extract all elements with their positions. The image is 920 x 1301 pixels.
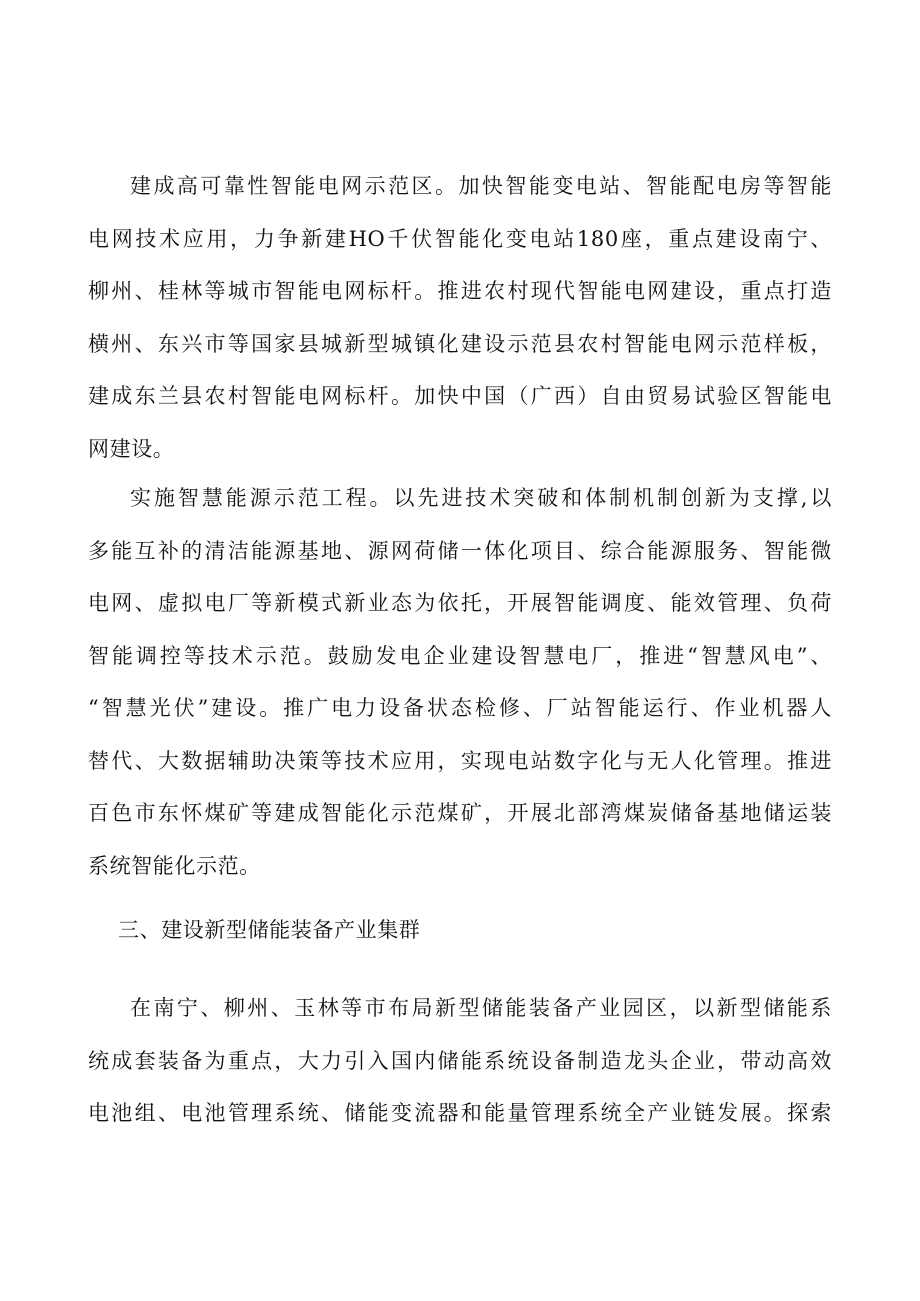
paragraph-line: 网建设。 (88, 436, 175, 461)
paragraph-line: 智能调控等技术示范。鼓励发电企业建设智慧电厂，推进“智慧风电”、 (88, 643, 832, 668)
paragraph-storage-cluster (88, 982, 832, 1140)
paragraph-line: 百色市东怀煤矿等建成智能化示范煤矿，开展北部湾煤炭储备基地储运装 (88, 801, 832, 825)
paragraph-line: 统成套装备为重点，大力引入国内储能系统设备制造龙头企业，带动高效 (88, 1048, 832, 1073)
paragraph-line: 电池组、电池管理系统、储能变流器和能量管理系统全产业链发展。探索 (88, 1101, 832, 1125)
paragraph-line: 电网技术应用，力争新建HO千伏智能化变电站180座，重点建设南宁、 (88, 226, 832, 251)
paragraph-line: 系统智能化示范。 (88, 853, 261, 878)
paragraph-line: 柳州、桂林等城市智能电网标杆。推进农村现代智能电网建设，重点打造 (88, 279, 832, 303)
paragraph-line: 多能互补的清洁能源基地、源网荷储一体化项目、综合能源服务、智能微 (88, 538, 832, 563)
paragraph-line: 建成东兰县农村智能电网标杆。加快中国（广西）自由贸易试验区智能电 (88, 384, 832, 408)
paragraph-smart-grid (88, 160, 832, 475)
paragraph-line: 横州、东兴市等国家县城新型城镇化建设示范县农村智能电网示范样板， (88, 331, 832, 356)
paragraph-line: 电网、虚拟电厂等新模式新业态为依托，开展智能调度、能效管理、负荷 (88, 591, 832, 615)
paragraph-line: 在南宁、柳州、玉林等市布局新型储能装备产业园区，以新型储能系 (130, 996, 832, 1020)
paragraph-line: “智慧光伏”建设。推广电力设备状态检修、厂站智能运行、作业机器人 (88, 696, 832, 720)
paragraph-smart-energy (88, 472, 832, 892)
paragraph-line: 替代、大数据辅助决策等技术应用，实现电站数字化与无人化管理。推进 (88, 748, 832, 773)
paragraph-line: 建成高可靠性智能电网示范区。加快智能变电站、智能配电房等智能 (130, 174, 832, 198)
section-heading: 三、建设新型储能装备产业集群 (118, 918, 421, 942)
paragraph-line: 实施智慧能源示范工程。以先进技术突破和体制机制创新为支撑,以 (130, 486, 832, 510)
